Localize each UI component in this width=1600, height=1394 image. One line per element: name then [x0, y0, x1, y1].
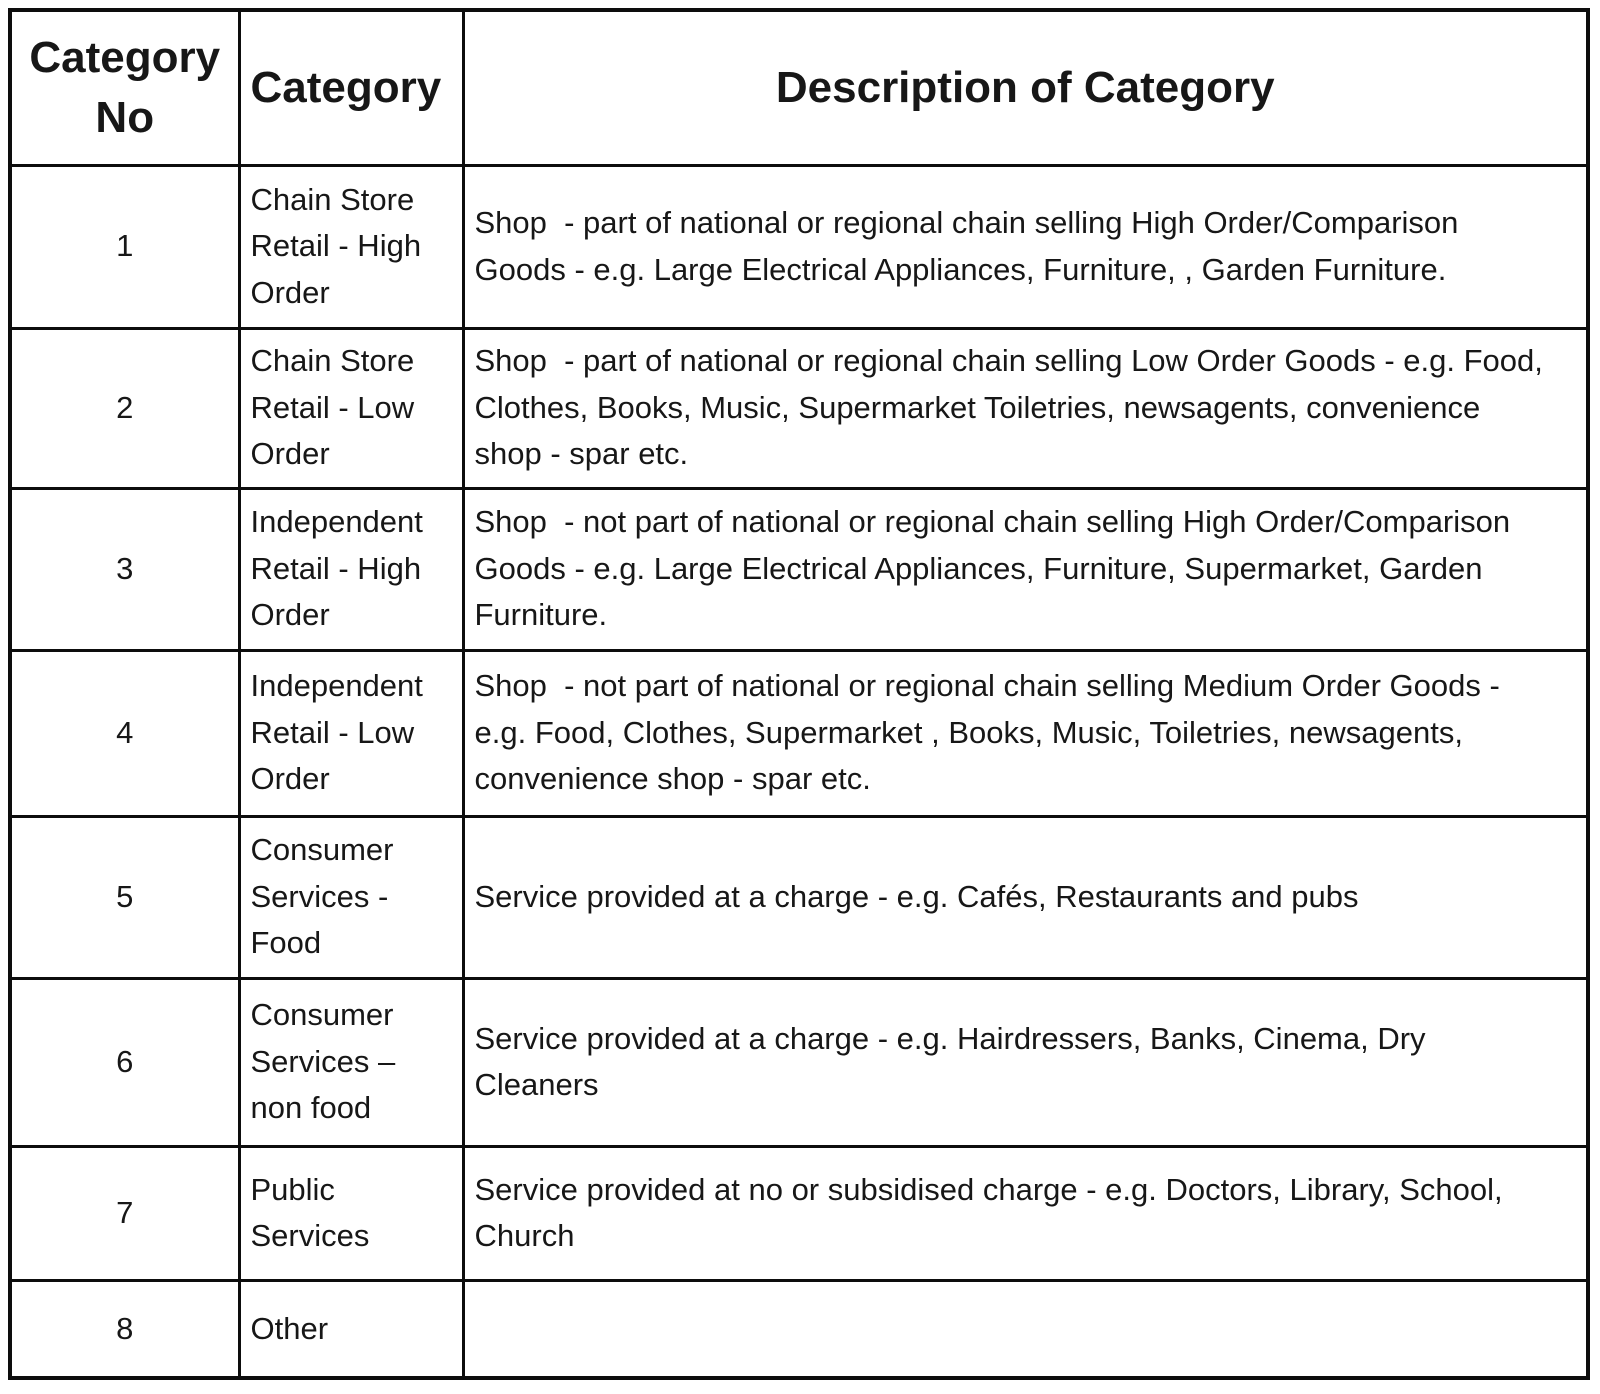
category-no-cell: 8 — [10, 1280, 239, 1378]
table-row — [10, 816, 1588, 978]
column-header-category-no: Category No — [10, 10, 239, 165]
category-cell: Independent Retail - High Order — [239, 488, 463, 650]
description-cell: Service provided at no or subsidised charge - e.g. Doctors, Library, School, Church — [463, 1146, 1588, 1280]
category-no-cell: 1 — [10, 165, 239, 328]
category-cell: Independent Retail - Low Order — [239, 650, 463, 816]
category-table — [8, 8, 1590, 1380]
table-row — [10, 328, 1588, 488]
category-cell: Public Services — [239, 1146, 463, 1280]
category-cell: Consumer Services – non food — [239, 978, 463, 1146]
column-header-category: Category — [239, 10, 463, 165]
table-row — [10, 488, 1588, 650]
category-cell: Chain Store Retail - High Order — [239, 165, 463, 328]
category-no-cell: 3 — [10, 488, 239, 650]
table-row — [10, 650, 1588, 816]
category-no-cell: 2 — [10, 328, 239, 488]
category-cell: Consumer Services - Food — [239, 816, 463, 978]
description-cell: Service provided at a charge - e.g. Hairdressers, Banks, Cinema, Dry Cleaners — [463, 978, 1588, 1146]
category-no-cell: 4 — [10, 650, 239, 816]
category-no-cell: 6 — [10, 978, 239, 1146]
category-cell: Chain Store Retail - Low Order — [239, 328, 463, 488]
description-cell — [463, 1280, 1588, 1378]
table-row — [10, 978, 1588, 1146]
table-row — [10, 1280, 1588, 1378]
description-cell: Shop - part of national or regional chain selling High Order/Comparison Goods - e.g. Large Electrical Appliances, Furniture, , Garden Furniture. — [463, 165, 1588, 328]
table-row — [10, 1146, 1588, 1280]
category-no-cell: 7 — [10, 1146, 239, 1280]
description-cell: Shop - not part of national or regional chain selling Medium Order Goods - e.g. Food, Clothes, Supermarket , Books, Music, Toiletries, newsagents, convenience shop - spar etc. — [463, 650, 1588, 816]
table-row — [10, 165, 1588, 328]
category-cell: Other — [239, 1280, 463, 1378]
table-body — [10, 165, 1588, 1378]
column-header-description: Description of Category — [463, 10, 1588, 165]
description-cell: Service provided at a charge - e.g. Cafés, Restaurants and pubs — [463, 816, 1588, 978]
category-no-cell: 5 — [10, 816, 239, 978]
description-cell: Shop - part of national or regional chain selling Low Order Goods - e.g. Food, Clothes, Books, Music, Supermarket Toiletries, newsagents, convenience shop - spar etc. — [463, 328, 1588, 488]
header-row — [10, 10, 1588, 165]
description-cell: Shop - not part of national or regional chain selling High Order/Comparison Goods - e.g. Large Electrical Appliances, Furniture, Supermarket, Garden Furniture. — [463, 488, 1588, 650]
